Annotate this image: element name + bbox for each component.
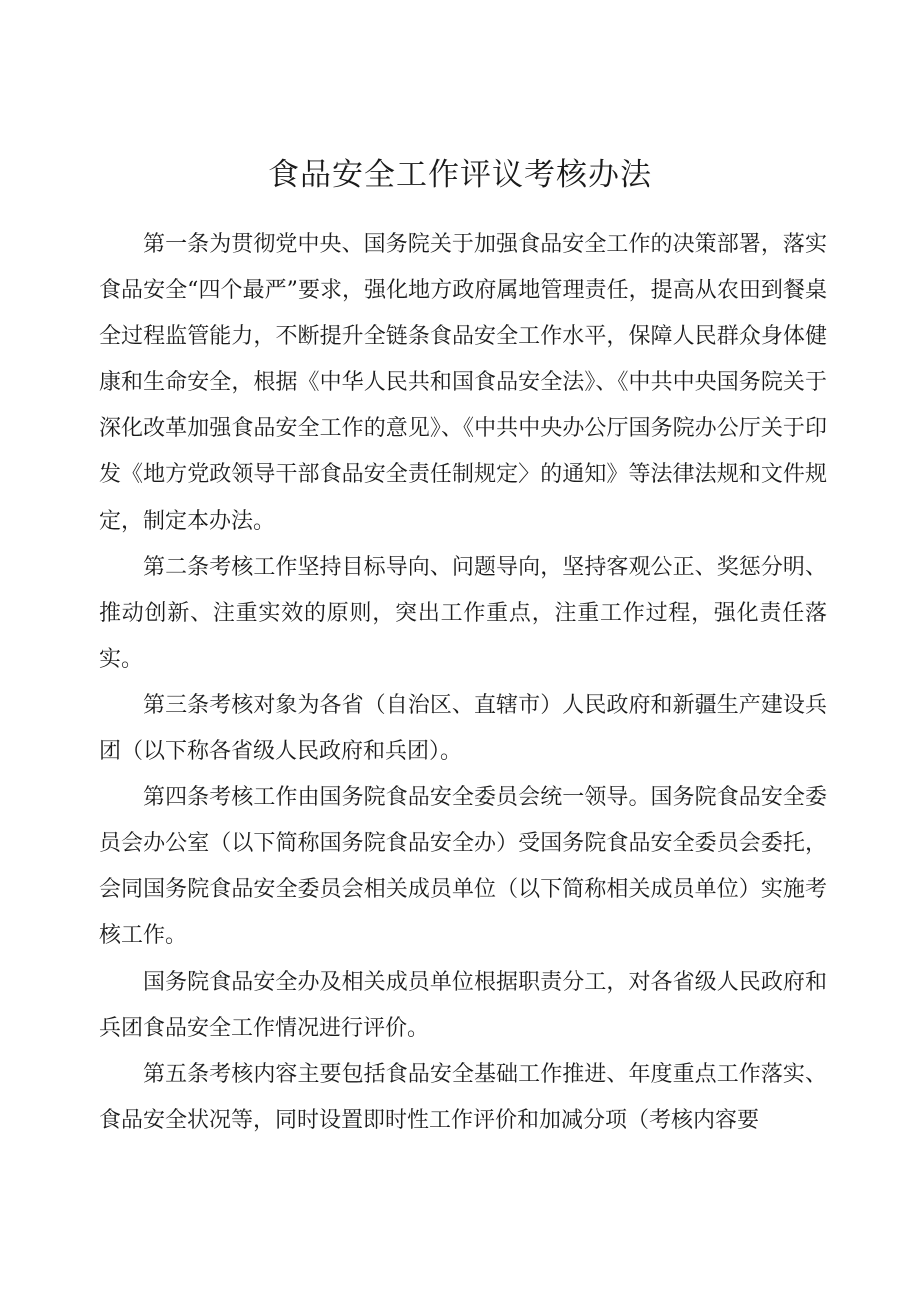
paragraph-article-5: 第五条考核内容主要包括食品安全基础工作推进、年度重点工作落实、食品安全状况等，同时设置即时性工作评价和加减分项（考核内容要 <box>99 1061 827 1133</box>
paragraph-article-4-continued: 国务院食品安全办及相关成员单位根据职责分工，对各省级人民政府和兵团食品安全工作情况进行评价。 <box>99 969 827 1041</box>
paragraph-article-1: 第一条为贯彻党中央、国务院关于加强食品安全工作的决策部署，落实食品安全“四个最严”要求，强化地方政府属地管理责任，提高从农田到餐桌全过程监管能力，不断提升全链条食品安全工作水平，保障人民群众身体健康和生命安全，根据《中华人民共和国食品安全法》、《中共中央国务院关于深化改革加强食品安全工作的意见》、《中共中央办公厅国务院办公厅关于印发《地方党政领导干部食品安全责任制规定〉的通知》等法律法规和文件规定，制定本办法。 <box>99 232 827 534</box>
paragraph-article-2: 第二条考核工作坚持目标导向、问题导向，坚持客观公正、奖惩分明、推动创新、注重实效的原则，突出工作重点，注重工作过程，强化责任落实。 <box>99 554 827 672</box>
paragraph-article-3: 第三条考核对象为各省（自治区、直辖市）人民政府和新疆生产建设兵团（以下称各省级人民政府和兵团）。 <box>99 692 827 765</box>
paragraph-article-4: 第四条考核工作由国务院食品安全委员会统一领导。国务院食品安全委员会办公室（以下简称国务院食品安全办）受国务院食品安全委员会委托，会同国务院食品安全委员会相关成员单位（以下简称相关成员单位）实施考核工作。 <box>99 785 827 949</box>
document-body <box>99 222 827 1144</box>
document-title: 食品安全工作评议考核办法 <box>268 157 652 193</box>
